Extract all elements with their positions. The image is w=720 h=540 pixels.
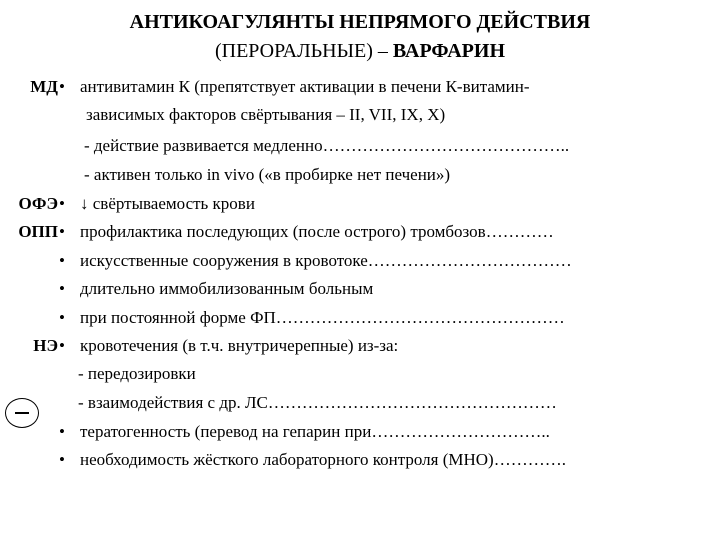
row-label: ОПП [18, 222, 58, 241]
row-text: - передозировки [78, 364, 196, 383]
row-text: - активен только in vivo («в пробирке нет печени») [84, 165, 451, 184]
row-text: тератогенность (перевод на гепарин при………………………….. [80, 422, 550, 441]
row-text: необходимость жёсткого лабораторного контроля (МНО)…………. [80, 450, 566, 469]
bullet-icon: • [59, 308, 65, 327]
list-item [0, 189, 720, 219]
list-item [0, 131, 720, 161]
bullet-icon: • [59, 251, 65, 270]
list-item [0, 303, 720, 333]
title-line-1: АНТИКОАГУЛЯНТЫ НЕПРЯМОГО ДЕЙСТВИЯ [129, 11, 591, 33]
row-text: - действие развивается медленно…………………………………….. [84, 136, 570, 155]
title-line-2 [0, 37, 720, 65]
row-text: профилактика последующих (после острого) тромбозов………… [80, 222, 554, 241]
bullet-icon: • [59, 450, 65, 469]
list-item [0, 246, 720, 276]
list-item [0, 417, 720, 447]
list-item [0, 331, 720, 361]
title-paren: (ПЕРОРАЛЬНЫЕ) – [214, 40, 393, 62]
bullet-icon: • [59, 422, 65, 441]
title-drug: ВАРФАРИН [392, 40, 506, 62]
list-item [0, 217, 720, 247]
bullet-icon: • [59, 279, 65, 298]
row-text: ↓ свёртываемость крови [80, 194, 255, 213]
row-text: длительно иммобилизованным больным [80, 279, 374, 298]
list-item [0, 445, 720, 475]
list-item [0, 274, 720, 304]
row-label: ОФЭ [18, 194, 58, 213]
row-label: МД [30, 77, 58, 96]
list-item [0, 72, 720, 102]
list-item [0, 359, 720, 389]
list-item [0, 160, 720, 190]
row-text: зависимых факторов свёртывания – II, VII, IX, X) [86, 105, 446, 124]
bullet-icon: • [59, 336, 65, 355]
row-text: - взаимодействия с др. ЛС…………………………………………… [78, 393, 557, 412]
row-text: при постоянной форме ФП…………………………………………… [80, 308, 565, 327]
minus-circle-icon [5, 398, 39, 428]
bullet-icon: • [59, 222, 65, 241]
list-item [0, 100, 720, 130]
row-label: НЭ [33, 336, 58, 355]
row-text: искусственные сооружения в кровотоке……………………………… [80, 251, 572, 270]
row-text: кровотечения (в т.ч. внутричерепные) из-за: [80, 336, 399, 355]
row-text: антивитамин К (препятствует активации в печени К-витамин- [80, 77, 530, 96]
list-item [0, 388, 720, 418]
bullet-icon: • [59, 77, 65, 96]
bullet-icon: • [59, 194, 65, 213]
